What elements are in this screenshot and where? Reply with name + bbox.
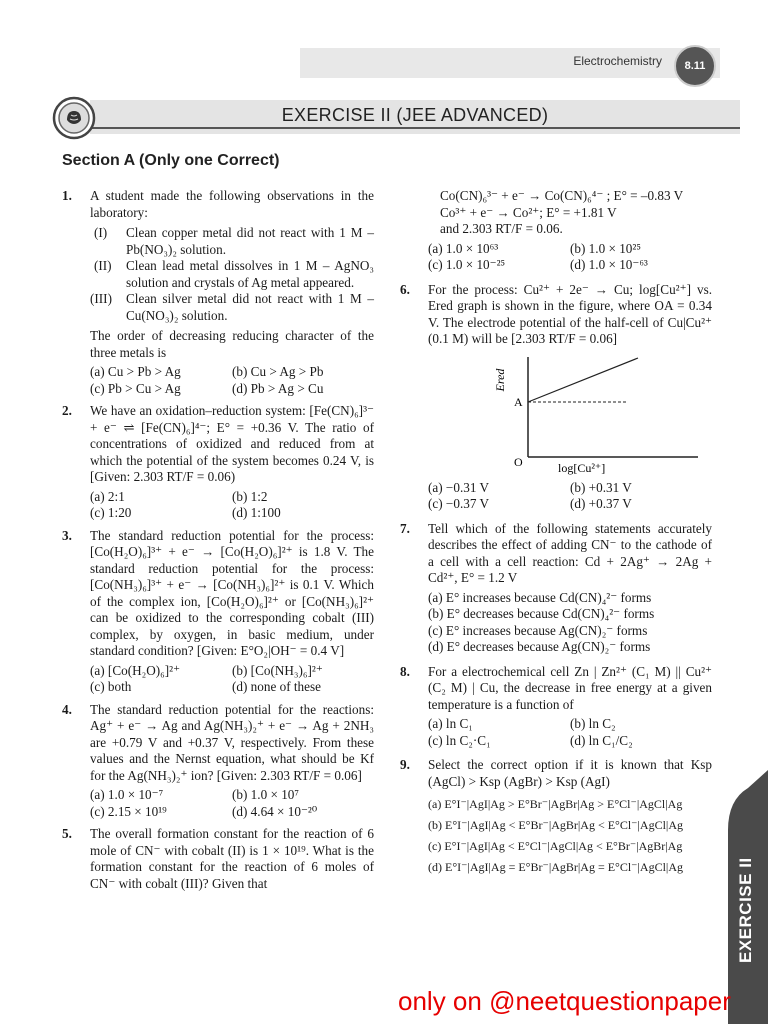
option-d[interactable]: (d) none of these	[232, 679, 321, 694]
option-a[interactable]: (a) ln C₁	[428, 716, 473, 731]
option-a[interactable]: (a) E° increases because Cd(CN)₄²⁻ forms	[428, 589, 652, 605]
option-b[interactable]: (b) [Co(NH₃)₆]²⁺	[232, 662, 323, 678]
question-2	[62, 403, 374, 522]
option-b[interactable]: (b) +0.31 V	[570, 479, 632, 495]
options	[428, 590, 712, 656]
question-number: 7.	[400, 520, 410, 536]
section-title: Section A (Only one Correct)	[62, 152, 280, 169]
option-c[interactable]: (c) 1.0 × 10⁻²⁵	[428, 257, 506, 272]
option-c[interactable]: (c) E° increases because Ag(CN)₂⁻ forms	[428, 622, 648, 638]
x-axis-label: log[Cu²⁺]	[558, 460, 606, 475]
question-stem: For the process: Cu²⁺ + 2e⁻ → Cu; log[Cu²⁺] vs. Ered graph is shown in the figure, where OA = 0.34 V. The electrode potential of the half-cell of Cu|Cu²⁺ (0.1 M) will be [2.303 RT/F = 0.06]	[428, 281, 712, 346]
option-d[interactable]: (d) 1.0 × 10⁻⁶³	[570, 257, 648, 272]
exercise-title: EXERCISE II (JEE ADVANCED)	[281, 105, 549, 125]
option-c[interactable]: (c) 2.15 × 10¹⁹	[90, 803, 167, 819]
right-column	[400, 188, 712, 878]
graph-figure	[488, 352, 698, 477]
option-b[interactable]: (b) E° decreases because Cd(CN)₄²⁻ forms	[428, 606, 655, 621]
option-c[interactable]: (c) Pb > Cu > Ag	[90, 380, 181, 396]
option-d[interactable]: (d) 4.64 × 10⁻²⁰	[232, 803, 318, 819]
banner-underline	[90, 127, 740, 129]
option-c[interactable]: (c) E°I⁻|AgI|Ag < E°Cl⁻|AgCl|Ag < E°Br⁻|AgBr|Ag	[428, 839, 683, 853]
question-5-continued	[400, 188, 712, 274]
equation-line: and 2.303 RT/F = 0.06.	[440, 221, 563, 236]
question-number: 1.	[62, 188, 72, 203]
y-axis-label: Ered	[493, 368, 507, 391]
observation-item: (I) Clean copper metal did not react with 1 M – Pb(NO₃)₂ solution.	[94, 225, 374, 257]
question-stem: A student made the following observations in the laboratory:	[90, 188, 374, 220]
question-4	[62, 702, 374, 821]
option-a[interactable]: (a) 2:1	[90, 488, 125, 504]
question-1	[62, 188, 374, 397]
option-b[interactable]: (b) E°I⁻|AgI|Ag < E°Br⁻|AgBr|Ag < E°Cl⁻|AgCl|Ag	[428, 818, 683, 832]
option-b[interactable]: (b) ln C₂	[570, 716, 616, 731]
option-b[interactable]: (b) 1.0 × 10²⁵	[570, 240, 641, 256]
question-number: 2.	[62, 403, 72, 418]
option-b[interactable]: (b) Cu > Ag > Pb	[232, 364, 324, 379]
options	[90, 787, 374, 820]
chapter-title: Electrochemistry	[573, 54, 662, 68]
question-number: 6.	[400, 281, 410, 297]
question-stem: Select the correct option if it is known that Ksp (AgCl) > Ksp (AgBr) > Ksp (AgI)	[428, 757, 712, 789]
option-d[interactable]: (d) Pb > Ag > Cu	[232, 380, 324, 396]
origin-label: O	[514, 454, 523, 469]
option-d[interactable]: (d) E° decreases because Ag(CN)₂⁻ forms	[428, 639, 651, 654]
question-stem: The standard reduction potential for the process: [Co(H₂O)₆]³⁺ + e⁻ → [Co(H₂O)₆]²⁺ is 1.8 V. The standard reduction potential for the process: [Co(NH₃)₆]³⁺ + e⁻ → [Co(NH₃)₆]²⁺ is 0.1 V. Which of the complex ion, [Co(H₂O)₆]²⁺ or [Co(NH₃)₆]²⁺ can be oxidized to the corresponding cobalt (III) complex, by oxygen, in basic medium, under standard condition? [Given: E°O₂|OH⁻ = 0.4 V]	[90, 527, 374, 658]
option-d[interactable]: (d) 1:100	[232, 505, 281, 520]
question-stem: We have an oxidation–reduction system: [Fe(CN)₆]³⁻ + e⁻ ⇌ [Fe(CN)₆]⁴⁻; E° = +0.36 V. The ratio of concentrations of oxidized and reduced from at which the potential of the system becomes 0.24 V, is [Given: 2.303 RT/F = 0.06)	[90, 403, 374, 484]
page-number-badge: 8.11	[674, 45, 716, 87]
question-7	[400, 521, 712, 656]
question-stem: Tell which of the following statements accurately describes the effect of adding CN⁻ to the cathode of a cell with a cell reaction: Cd + 2Ag⁺ → 2Ag + Cd²⁺, E° = 1.2 V	[428, 520, 712, 585]
point-a-label: A	[514, 394, 523, 409]
option-b[interactable]: (b) 1.0 × 10⁷	[232, 787, 299, 802]
equation-line: Co(CN)₆³⁻ + e⁻ → Co(CN)₆⁴⁻ ; E° = –0.83 V	[440, 188, 684, 203]
option-d[interactable]: (d) ln C₁/C₂	[570, 732, 633, 748]
option-a[interactable]: (a) [Co(H₂O)₆]²⁺	[90, 662, 181, 678]
side-tab-label: EXERCISE II	[736, 857, 755, 963]
left-column	[62, 188, 374, 892]
option-c[interactable]: (c) 1:20	[90, 505, 132, 520]
options	[428, 716, 712, 749]
option-d[interactable]: (d) E°I⁻|AgI|Ag = E°Br⁻|AgBr|Ag = E°Cl⁻|AgCl|Ag	[428, 860, 683, 874]
question-stem: The overall formation constant for the reaction of 6 mole of CN⁻ with cobalt (II) is 1 × 10¹⁹. What is the formation constant for the reaction of 6 moles of CN⁻ with cobalt (III)? Given that	[90, 826, 374, 891]
options	[428, 794, 712, 878]
question-6	[400, 282, 712, 513]
options	[90, 663, 374, 696]
question-5	[62, 826, 374, 892]
option-a[interactable]: (a) 1.0 × 10⁻⁷	[90, 787, 164, 802]
brain-badge-icon	[52, 96, 96, 140]
option-c[interactable]: (c) ln C₂·C₁	[428, 732, 491, 748]
observation-item: (III) Clean silver metal did not react with 1 M – Cu(NO₃)₂ solution.	[90, 291, 374, 323]
graph-line	[528, 358, 638, 402]
question-number: 4.	[62, 701, 72, 717]
question-stem: The standard reduction potential for the reactions: Ag⁺ + e⁻ → Ag and Ag(NH₃)₂⁺ + e⁻ → Ag + 2NH₃ are +0.79 V and +0.37 V, respectively. From these values and the Nernst equation, what should be Kf for the Ag(NH₃)₂⁺ ion? [Given: 2.303 RT/F = 0.06]	[90, 701, 374, 783]
question-number: 9.	[400, 757, 410, 772]
option-a[interactable]: (a) Cu > Pb > Ag	[90, 364, 181, 379]
option-a[interactable]: (a) −0.31 V	[428, 479, 490, 495]
option-c[interactable]: (c) −0.37 V	[428, 496, 490, 511]
options	[428, 480, 712, 513]
options	[90, 489, 374, 522]
observation-item: (II) Clean lead metal dissolves in 1 M – AgNO₃ solution and crystals of Ag metal appeared.	[94, 258, 374, 290]
question-number: 5.	[62, 826, 72, 841]
running-header-bar	[300, 48, 720, 78]
question-3	[62, 528, 374, 696]
question-number: 8.	[400, 663, 410, 679]
options	[428, 241, 712, 274]
option-c[interactable]: (c) both	[90, 679, 132, 694]
watermark-text: only on @neetquestionpaper	[398, 986, 731, 1016]
option-a[interactable]: (a) E°I⁻|AgI|Ag > E°Br⁻|AgBr|Ag > E°Cl⁻|AgCl|Ag	[428, 797, 683, 811]
question-8	[400, 664, 712, 750]
question-number: 3.	[62, 527, 72, 543]
question-tail: The order of decreasing reducing character of the three metals is	[90, 328, 374, 360]
option-b[interactable]: (b) 1:2	[232, 488, 268, 504]
potential-graph	[488, 352, 712, 477]
options	[90, 364, 374, 397]
question-stem: For a electrochemical cell Zn | Zn²⁺ (C₁ M) || Cu²⁺ (C₂ M) | Cu, the decrease in free energy at a given temperature is a function of	[428, 663, 712, 712]
option-d[interactable]: (d) +0.37 V	[570, 496, 632, 511]
option-a[interactable]: (a) 1.0 × 10⁶³	[428, 240, 499, 256]
question-9	[400, 757, 712, 878]
equation-line: Co³⁺ + e⁻ → Co²⁺; E° = +1.81 V	[440, 204, 617, 220]
